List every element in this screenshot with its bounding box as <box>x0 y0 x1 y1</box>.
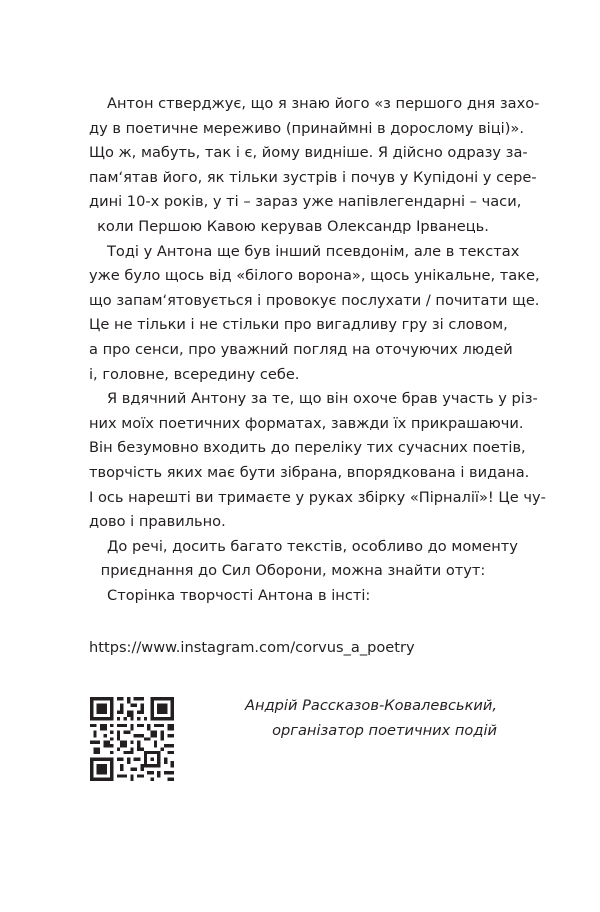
p2-line-5: а про сенси, про уважний погляд на оточуючих людей <box>89 340 513 358</box>
p2-line-2: уже було щось від «білого ворона», щось унікальне, таке, <box>89 267 540 285</box>
body-text <box>89 92 546 608</box>
qr-code-icon <box>90 697 174 781</box>
p3-line-6: дово і правильно. <box>89 513 226 531</box>
p3-line-5: І ось нарешті ви тримаєте у руках збірку «Пірналії»! Це чу- <box>89 488 546 506</box>
p1-line-3: Що ж, мабуть, так і є, йому видніше. Я дійсно одразу за- <box>89 144 528 162</box>
p3-line-2: них моїх поетичних форматах, завжди їх прикрашаючи. <box>89 414 524 432</box>
signature-name: Андрій Рассказов-Ковалевський, <box>245 697 497 714</box>
p1-line-2: ду в поетичне мереживо (принаймні в дорослому віці)». <box>89 119 524 137</box>
p2-line-4: Це не тільки і не стільки про вигадливу гру зі словом, <box>89 316 508 334</box>
p1-line-1: Антон стверджує, що я знаю його «з першого дня захо- <box>107 95 540 112</box>
p2-line-6: і, головне, всередину себе. <box>89 365 300 383</box>
p3-line-3: Він безумовно входить до переліку тих сучасних поетів, <box>89 439 526 457</box>
signature <box>245 693 497 743</box>
p1-line-5: дині 10-х років, у ті – зараз уже напівлегендарні – часи, <box>89 193 522 211</box>
p4-line-1: До речі, досить багато текстів, особливо до моменту <box>107 537 518 555</box>
p4-line-3: Сторінка творчості Антона в інсті: <box>107 586 371 604</box>
p2-line-1: Тоді у Антона ще був інший псевдонім, але в текстах <box>107 242 520 260</box>
instagram-link[interactable]: https://www.instagram.com/corvus_a_poetry <box>89 639 415 656</box>
p1-line-6: коли Першою Кавою керував Олександр Ірванець. <box>97 217 489 235</box>
signature-role: організатор поетичних подій <box>272 722 497 739</box>
p3-line-4: творчість яких має бути зібрана, впорядкована і видана. <box>89 463 530 481</box>
p4-line-2: приєднання до Сил Оборони, можна знайти отут: <box>100 562 486 580</box>
p1-line-4: пам‘ятав його, як тільки зустрів і почув у Купідоні у сере- <box>89 168 537 186</box>
p3-line-1: Я вдячний Антону за те, що він охоче брав участь у різ- <box>107 390 538 408</box>
p2-line-3: що запам‘ятовується і провокує послухати / почитати ще. <box>89 291 540 309</box>
